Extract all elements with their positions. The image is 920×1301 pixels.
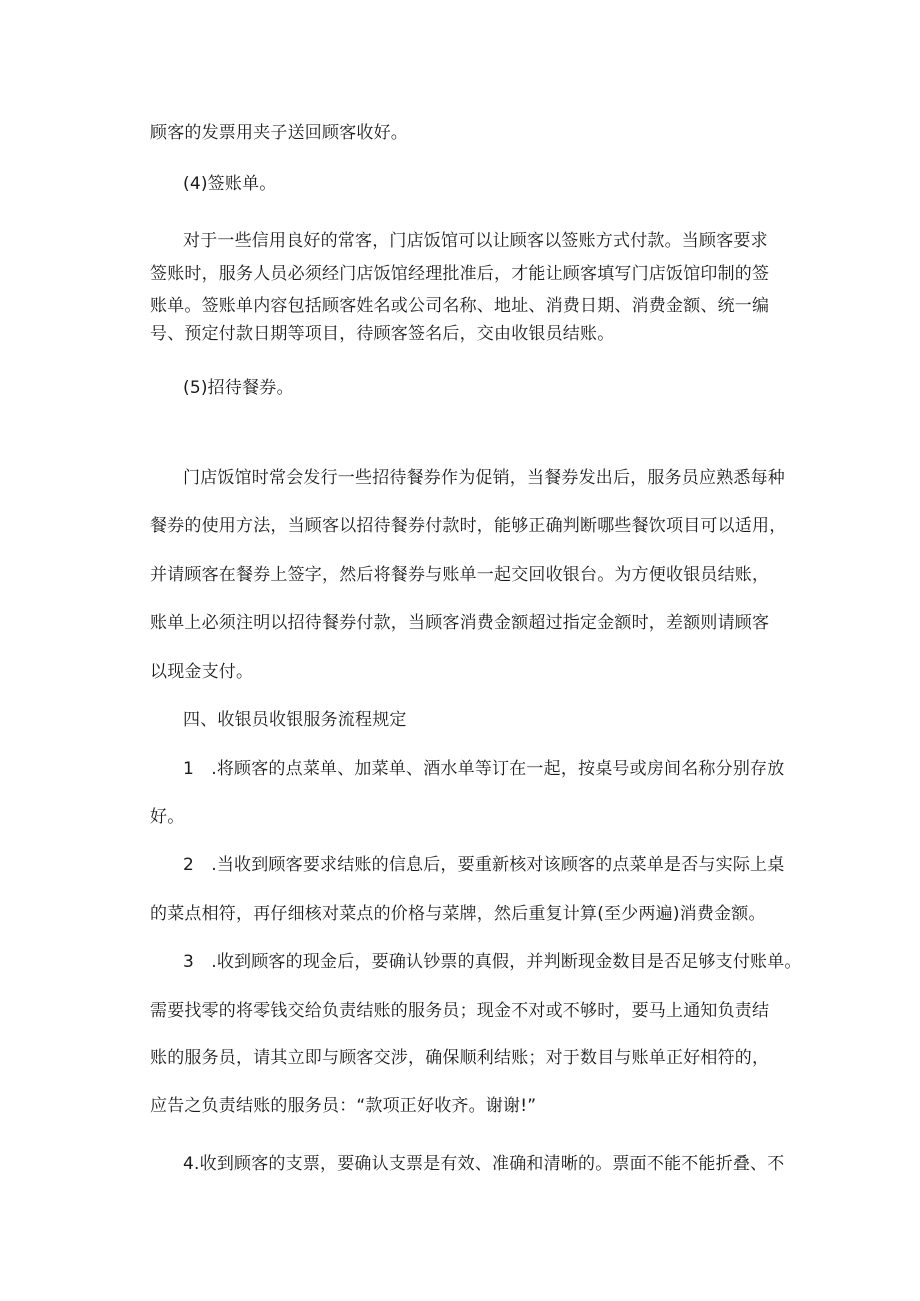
text-line: 账的服务员，请其立即与顾客交涉，确保顺利结账；对于数目与账单正好相符的， bbox=[150, 1048, 770, 1068]
text-line: 2 .当收到顾客要求结账的信息后，要重新核对该顾客的点菜单是否与实际上桌 bbox=[183, 855, 785, 875]
text-line: 的菜点相符，再仔细核对菜点的价格与菜牌，然后重复计算(至少两遍)消费金额。 bbox=[150, 904, 766, 924]
text-line: 账单上必须注明以招待餐券付款，当顾客消费金额超过指定金额时，差额则请顾客 bbox=[150, 613, 770, 633]
text-line: 门店饭馆时常会发行一些招待餐券作为促销，当餐券发出后，服务员应熟悉每种 bbox=[183, 468, 785, 488]
text-line: 餐券的使用方法，当顾客以招待餐券付款时，能够正确判断哪些餐饮项目可以适用， bbox=[150, 516, 787, 536]
text-line: 1 .将顾客的点菜单、加菜单、酒水单等订在一起，按桌号或房间名称分别存放 bbox=[183, 759, 785, 779]
subheading-voucher: (5)招待餐券。 bbox=[183, 378, 294, 398]
text-line: 4.收到顾客的支票，要确认支票是有效、准确和清晰的。票面不能不能折叠、不 bbox=[183, 1154, 785, 1174]
text-line: 并请顾客在餐券上签字，然后将餐券与账单一起交回收银台。为方便收银员结账， bbox=[150, 565, 770, 585]
text-line: 签账时，服务人员必须经门店饭馆经理批准后，才能让顾客填写门店饭馆印制的签 bbox=[150, 264, 770, 284]
text-line: 好。 bbox=[150, 807, 185, 827]
text-line: 顾客的发票用夹子送回顾客收好。 bbox=[150, 123, 408, 143]
text-line: 账单。签账单内容包括顾客姓名或公司名称、地址、消费日期、消费金额、统一编 bbox=[150, 296, 770, 316]
text-line: 以现金支付。 bbox=[150, 662, 254, 682]
section-heading-cashier-process: 四、收银员收银服务流程规定 bbox=[183, 710, 407, 730]
text-line: 号、预定付款日期等项目，待顾客签名后，交由收银员结账。 bbox=[150, 324, 615, 344]
subheading-sign-bill: (4)签账单。 bbox=[183, 174, 277, 194]
text-line: 应告之负责结账的服务员：“款项正好收齐。谢谢!” bbox=[150, 1096, 537, 1116]
text-line: 3 .收到顾客的现金后，要确认钞票的真假，并判断现金数目是否足够支付账单。 bbox=[183, 952, 802, 972]
text-line: 对于一些信用良好的常客，门店饭馆可以让顾客以签账方式付款。当顾客要求 bbox=[183, 231, 768, 251]
text-line: 需要找零的将零钱交给负责结账的服务员；现金不对或不够时，要马上通知负责结 bbox=[150, 1001, 770, 1021]
